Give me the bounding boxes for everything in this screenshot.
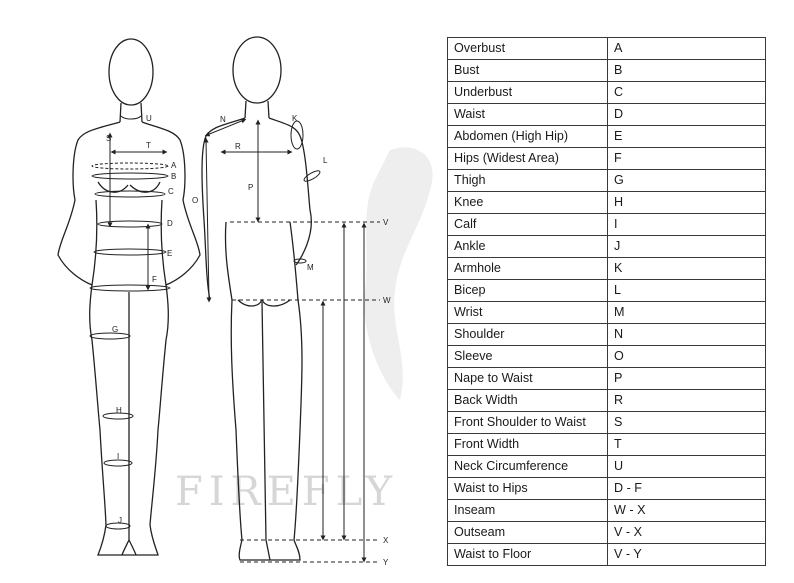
measurement-code-cell: J [608, 236, 766, 258]
measurement-name-cell: Overbust [448, 38, 608, 60]
label-G: G [112, 325, 119, 334]
label-D: D [167, 219, 173, 228]
label-O: O [192, 196, 199, 205]
table-row [448, 148, 766, 170]
table-row [448, 456, 766, 478]
label-J: J [118, 516, 122, 525]
label-B: B [171, 172, 177, 181]
measurement-code-cell: F [608, 148, 766, 170]
table-row [448, 258, 766, 280]
measurement-name-cell: Shoulder [448, 324, 608, 346]
label-A: A [171, 161, 177, 170]
label-X: X [383, 536, 389, 545]
measurement-code-cell: N [608, 324, 766, 346]
measurement-code-cell: T [608, 434, 766, 456]
measurement-name-cell: Waist to Hips [448, 478, 608, 500]
measurement-code-cell: R [608, 390, 766, 412]
watermark-text-left: FIREFLY [175, 469, 399, 515]
measurement-code-cell: U [608, 456, 766, 478]
measurement-name-cell: Abdomen (High Hip) [448, 126, 608, 148]
measurement-code-cell: V - X [608, 522, 766, 544]
measurement-name-cell: Underbust [448, 82, 608, 104]
measurement-name-cell: Knee [448, 192, 608, 214]
back-inner-legs [262, 302, 270, 560]
measurement-code-cell: B [608, 60, 766, 82]
table-row [448, 126, 766, 148]
table-row [448, 104, 766, 126]
measurement-name-cell: Front Shoulder to Waist [448, 412, 608, 434]
measurement-name-cell: Neck Circumference [448, 456, 608, 478]
front-head [109, 39, 153, 105]
measurement-name-cell: Calf [448, 214, 608, 236]
measurement-name-cell: Back Width [448, 390, 608, 412]
watermark-fairy-silhouette [364, 147, 432, 400]
measurement-name-cell: Hips (Widest Area) [448, 148, 608, 170]
table-row [448, 390, 766, 412]
measurement-code-cell: S [608, 412, 766, 434]
measurement-name-cell: Bicep [448, 280, 608, 302]
back-head [233, 37, 281, 103]
label-S: S [106, 134, 112, 143]
measurement-code-cell: K [608, 258, 766, 280]
measurement-name-cell: Bust [448, 60, 608, 82]
table-row [448, 478, 766, 500]
table-row [448, 302, 766, 324]
table-row [448, 214, 766, 236]
label-M: M [307, 263, 314, 272]
measurement-name-cell: Sleeve [448, 346, 608, 368]
measurement-code-cell: V - Y [608, 544, 766, 566]
label-P: P [248, 183, 254, 192]
front-figure-labels [106, 114, 177, 525]
label-L: L [323, 156, 328, 165]
measurement-code-cell: H [608, 192, 766, 214]
measurement-name-cell: Armhole [448, 258, 608, 280]
table-row [448, 280, 766, 302]
label-W: W [383, 296, 391, 305]
table-row [448, 544, 766, 566]
label-Y: Y [383, 558, 389, 567]
label-U: U [146, 114, 152, 123]
label-V: V [383, 218, 389, 227]
table-row [448, 38, 766, 60]
label-K: K [292, 114, 298, 123]
measurement-name-cell: Wrist [448, 302, 608, 324]
label-F: F [152, 275, 157, 284]
measurement-name-cell: Ankle [448, 236, 608, 258]
measurement-table [447, 37, 766, 566]
back-buttocks [238, 300, 290, 306]
measurement-name-cell: Outseam [448, 522, 608, 544]
table-row [448, 368, 766, 390]
table-row [448, 434, 766, 456]
table-row [448, 192, 766, 214]
measurement-code-cell: A [608, 38, 766, 60]
measurement-name-cell: Waist to Floor [448, 544, 608, 566]
measurement-name-cell: Inseam [448, 500, 608, 522]
label-T: T [146, 141, 151, 150]
front-left-arm-inner [92, 200, 97, 285]
measurement-name-cell: Waist [448, 104, 608, 126]
measurement-code-cell: L [608, 280, 766, 302]
label-E: E [167, 249, 173, 258]
measurement-code-cell: I [608, 214, 766, 236]
label-I: I [117, 452, 120, 461]
measurement-code-cell: D [608, 104, 766, 126]
back-torso-outline [202, 118, 311, 300]
measurement-code-cell: G [608, 170, 766, 192]
table-row [448, 346, 766, 368]
front-right-arm-inner [161, 200, 166, 285]
measurement-code-cell: D - F [608, 478, 766, 500]
label-C: C [168, 187, 174, 196]
table-row [448, 170, 766, 192]
table-row [448, 500, 766, 522]
measurement-code-cell: O [608, 346, 766, 368]
table-row [448, 522, 766, 544]
measurement-code-cell: M [608, 302, 766, 324]
watermark [175, 147, 433, 515]
measurement-name-cell: Thigh [448, 170, 608, 192]
measurement-name-cell: Front Width [448, 434, 608, 456]
table-row [448, 82, 766, 104]
table-row [448, 60, 766, 82]
measurement-code-cell: E [608, 126, 766, 148]
measurement-code-cell: P [608, 368, 766, 390]
table-row [448, 236, 766, 258]
front-inner-legs [122, 292, 136, 555]
table-row [448, 412, 766, 434]
label-R: R [235, 142, 241, 151]
measurement-code-cell: W - X [608, 500, 766, 522]
measurement-name-cell: Nape to Waist [448, 368, 608, 390]
table-row [448, 324, 766, 346]
label-H: H [116, 406, 122, 415]
measurement-table-body [448, 38, 766, 566]
measurement-code-cell: C [608, 82, 766, 104]
label-N: N [220, 115, 226, 124]
